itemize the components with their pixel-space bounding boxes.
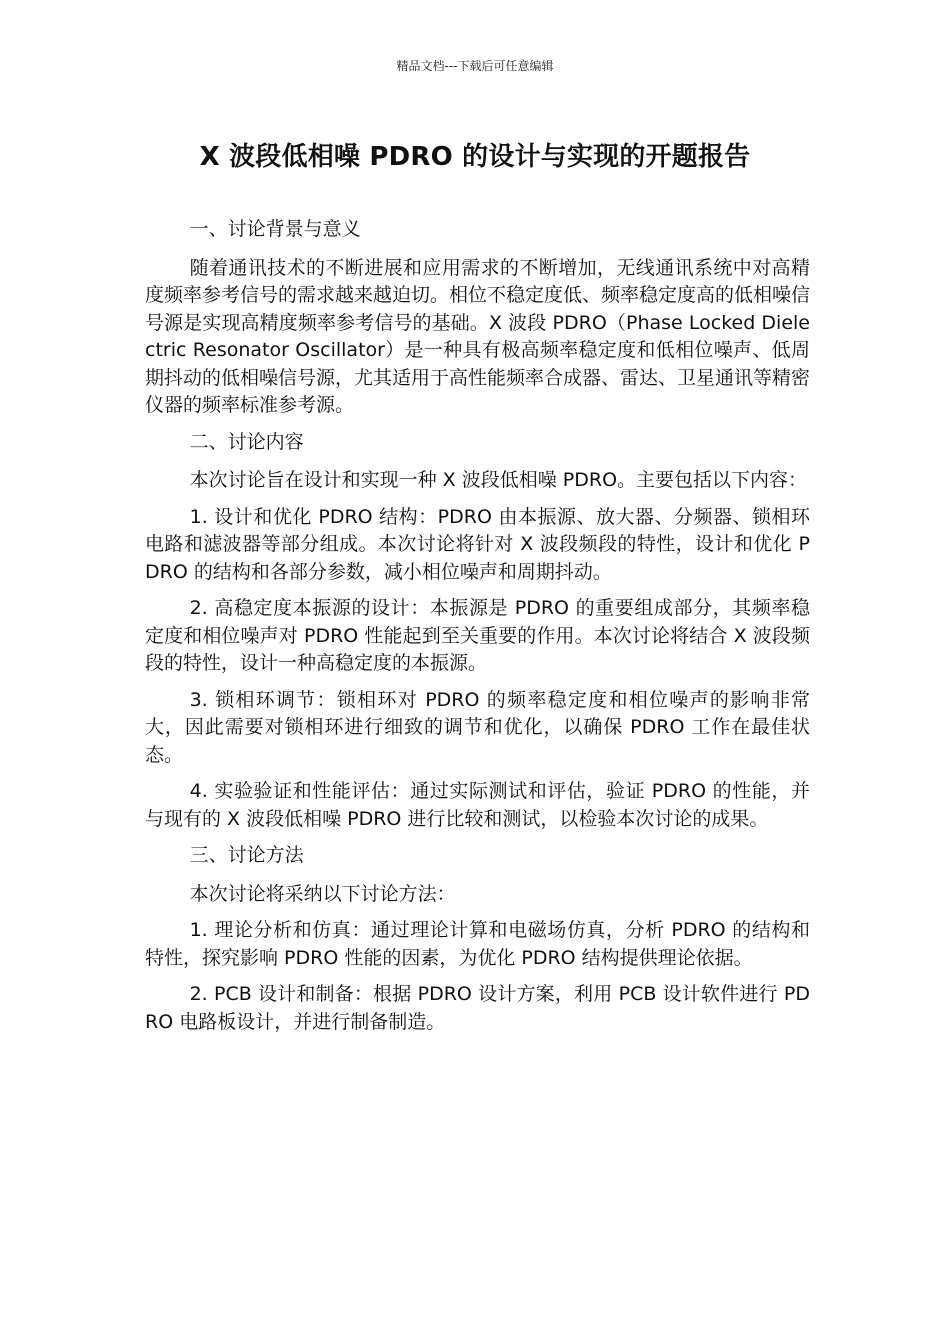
paragraph-methods-item-2: 2. PCB 设计和制备：根据 PDRO 设计方案，利用 PCB 设计软件进行 PDRO 电路板设计，并进行制备制造。 (145, 983, 810, 1033)
section-heading-methods: 三、讨论方法 (189, 844, 304, 866)
paragraph-content-item-2: 2. 高稳定度本振源的设计：本振源是 PDRO 的重要组成部分，其频率稳定度和相位噪声对 PDRO 性能起到至关重要的作用。本次讨论将结合 X 波段频段的特性，设计一种高稳定度的本振源。 (145, 597, 810, 674)
paragraph-content-intro: 本次讨论旨在设计和实现一种 X 波段低相噪 PDRO。主要包括以下内容： (189, 469, 808, 491)
paragraph-background: 随着通讯技术的不断进展和应用需求的不断增加，无线通讯系统中对高精度频率参考信号的需求越来越迫切。相位不稳定度低、频率稳定度高的低相噪信号源是实现高精度频率参考信号的基础。X 波段 PDRO（Phase Locked Dielectric Resonator Oscillator）是一种具有极高频率稳定度和低相位噪声、低周期抖动的低相噪信号源，尤其适用于高性能频率合成器、雷达、卫星通讯等精密仪器的频率标准参考源。 (145, 256, 811, 416)
section-heading-content: 二、讨论内容 (189, 430, 304, 453)
document-body (145, 216, 810, 1045)
paragraph-content-item-3: 3. 锁相环调节：锁相环对 PDRO 的频率稳定度和相位噪声的影响非常大，因此需要对锁相环进行细致的调节和优化，以确保 PDRO 工作在最佳状态。 (145, 688, 810, 766)
paragraph-methods-item-1: 1. 理论分析和仿真：通过理论计算和电磁场仿真，分析 PDRO 的结构和特性，探究影响 PDRO 性能的因素，为优化 PDRO 结构提供理论依据。 (145, 919, 810, 969)
document-title: X 波段低相噪 PDRO 的设计与实现的开题报告 (199, 142, 751, 172)
paragraph-content-item-4: 4. 实验验证和性能评估：通过实际测试和评估，验证 PDRO 的性能，并与现有的 X 波段低相噪 PDRO 进行比较和测试，以检验本次讨论的成果。 (145, 780, 810, 830)
section-heading-background: 一、讨论背景与意义 (189, 218, 361, 240)
page-header-note: 精品文档---下载后可任意编辑 (396, 59, 554, 73)
paragraph-methods-intro: 本次讨论将采纳以下讨论方法： (189, 882, 456, 905)
paragraph-content-item-1: 1. 设计和优化 PDRO 结构：PDRO 由本振源、放大器、分频器、锁相环电路和滤波器等部分组成。本次讨论将针对 X 波段频段的特性，设计和优化 PDRO 的结构和各部分参数，减小相位噪声和周期抖动。 (145, 505, 810, 583)
